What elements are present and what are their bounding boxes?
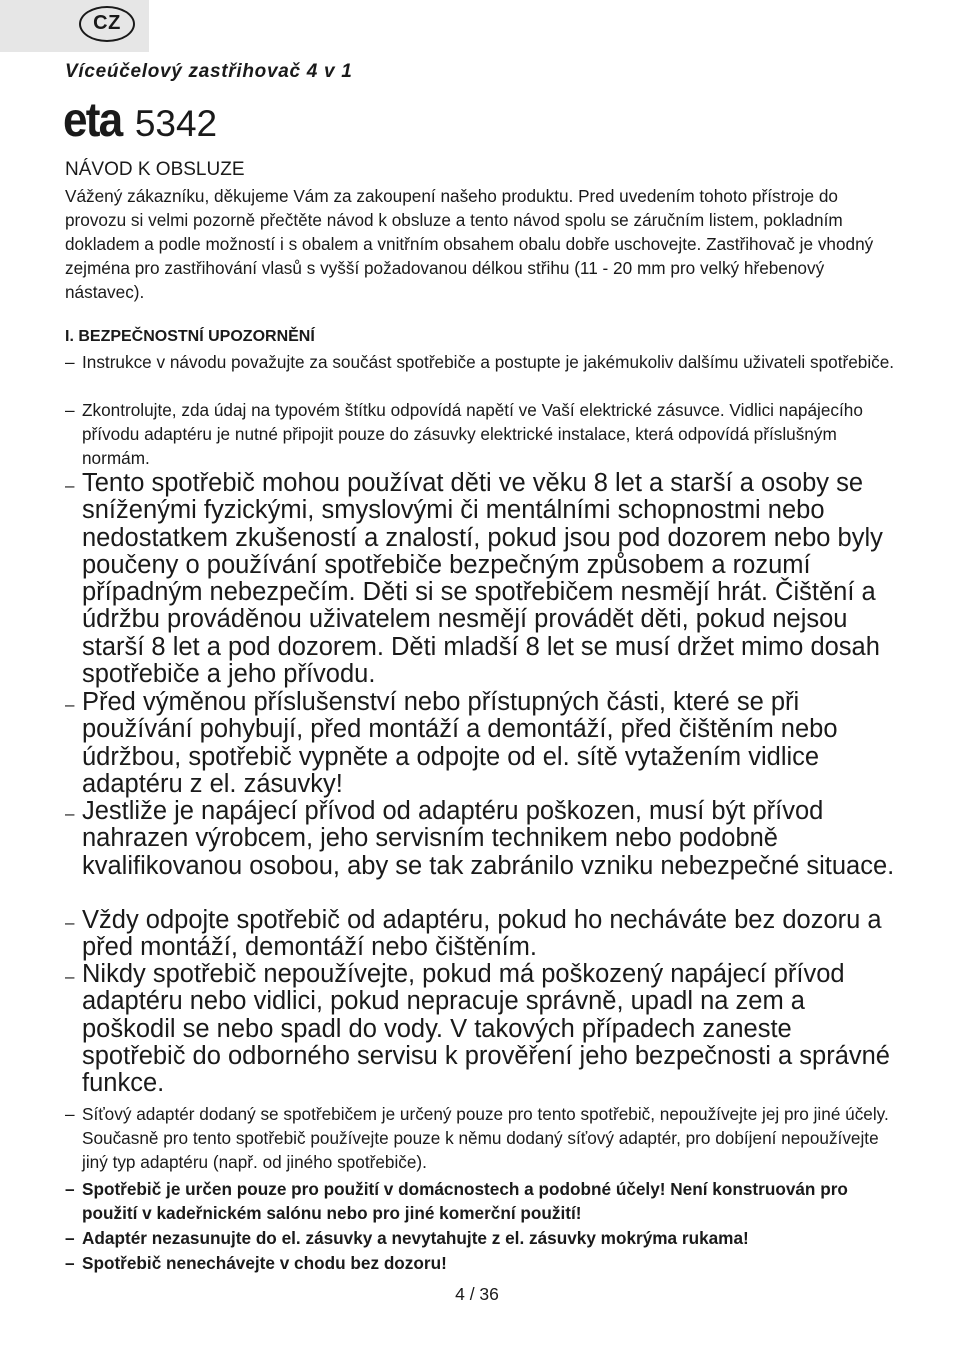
list-dash: – [65,352,75,372]
intro-paragraph: Vážený zákazníku, děkujeme Vám za zakoupení našeho produktu. Pred uvedením tohoto přístroje do provozu si velmi pozorně přečtěte návod k obsluze a tento návod spolu se záručním listem, pokladním dokladem a podle možností i s obalem a vnitřním obsahem obalu dobře uschovejte. Zastřihovač je vhodný zejména pro zastřihování vlasů s vyšší požadovanou délkou střihu (11 - 20 mm pro velký hřebenový nástavec). [65,186,874,302]
safety-item [65,798,895,880]
safety-item-text: Před výměnou příslušenství nebo přístupných části, které se při používání pohybují, před montáží a demontáží, před čištěním nebo údržbou, spotřebič vypněte a odpojte od el. sítě vytažením vidlice adaptéru z el. zásuvky! [82,688,838,798]
safety-item [65,1251,895,1275]
safety-item-text: Nikdy spotřebič nepoužívejte, pokud má poškozený napájecí přívod adaptéru nebo vidlici, pokud nepracuje správně, upadl na zem a poškodil se nebo spadl do vody. V takových případech zaneste spotřebič do odborného servisu k prověření jeho bezpečnosti a správné funkce. [82,960,890,1098]
safety-item-text: Jestliže je napájecí přívod od adaptéru poškozen, musí být přívod nahrazen výrobcem, jeho servisním technikem nebo podobně kvalifikovanou osobou, aby se tak zabránilo vzniku nebezpečné situace. [82,797,895,880]
list-dash: – [65,913,75,932]
safety-item [65,398,895,470]
brand-header [63,93,218,147]
list-dash: – [65,804,75,823]
safety-item-text: Tento spotřebič mohou používat děti ve věku 8 let a starší a osoby se sníženými fyzickými, smyslovými či mentálními schopnostmi nebo nedostatkem zkušeností a znalostí, pokud jsou pod dozorem nebo byly poučeny o používání spotřebiče bezpečným způsobem a rozumí případným nebezpečím. Děti si se spotřebičem nesmějí hrát. Čištění a údržbu prováděnou uživatelem nesmějí provádět děti, pokud nejsou starší 8 let a pod dozorem. Děti mladší 8 let se musí držet mimo dosah spotřebiče a jeho přívodu. [82,469,883,689]
section-heading: NÁVOD K OBSLUZE [65,159,245,180]
safety-item [65,1226,895,1250]
safety-item [65,961,895,1097]
list-dash: – [65,476,75,495]
safety-item-text: Zkontrolujte, zda údaj na typovém štítku odpovídá napětí ve Vaší elektrické zásuvce. Vidlici napájecího přívodu adaptéru je nutné připojit pouze do zásuvky elektrické instalace, která odpovídá příslušným normám. [82,400,863,468]
safety-item [65,350,895,374]
list-dash: – [65,1104,75,1124]
safety-item [65,1102,895,1174]
list-dash: – [65,967,75,986]
safety-item-text: Síťový adaptér dodaný se spotřebičem je určený pouze pro tento spotřebič, nepoužívejte jej pro jiné účely. Současně pro tento spotřebič používejte pouze k němu dodaný síťový adaptér, pro dobíjení nepoužívejte jiný typ adaptéru (např. od jiného spotřebiče). [82,1104,889,1172]
language-tab [0,0,149,52]
safety-item [65,907,895,962]
list-dash: – [65,400,75,420]
product-subtitle: Víceúčelový zastřihovač 4 v 1 [65,61,353,82]
safety-item [65,470,895,688]
safety-heading: I. BEZPEČNOSTNÍ UPOZORNĚNÍ [65,328,315,345]
list-dash: – [65,1179,75,1199]
safety-item-text: Spotřebič nenechávejte v chodu bez dozoru! [82,1253,447,1273]
safety-item-text: Spotřebič je určen pouze pro použití v domácnostech a podobné účely! Není konstruován pro použití v kadeřnickém salónu nebo pro jiné komerční použití! [82,1179,848,1223]
page-number: 4 / 36 [455,1284,499,1304]
safety-item-text: Adaptér nezasunujte do el. zásuvky a nevytahujte z el. zásuvky mokrýma rukama! [82,1228,749,1248]
list-dash: – [65,695,75,714]
language-badge: CZ [79,6,135,42]
safety-item [65,689,895,798]
model-number: 5342 [134,103,218,144]
safety-item [65,1177,895,1225]
list-dash: – [65,1228,75,1248]
safety-item-text: Instrukce v návodu považujte za součást spotřebiče a postupte je jakémukoliv dalšímu uživateli spotřebiče. [82,352,895,372]
brand-logo: eta [63,94,122,147]
list-dash: – [65,1253,75,1273]
safety-item-text: Vždy odpojte spotřebič od adaptéru, pokud ho necháváte bez dozoru a před montáží, demontáží nebo čištěním. [82,906,882,962]
